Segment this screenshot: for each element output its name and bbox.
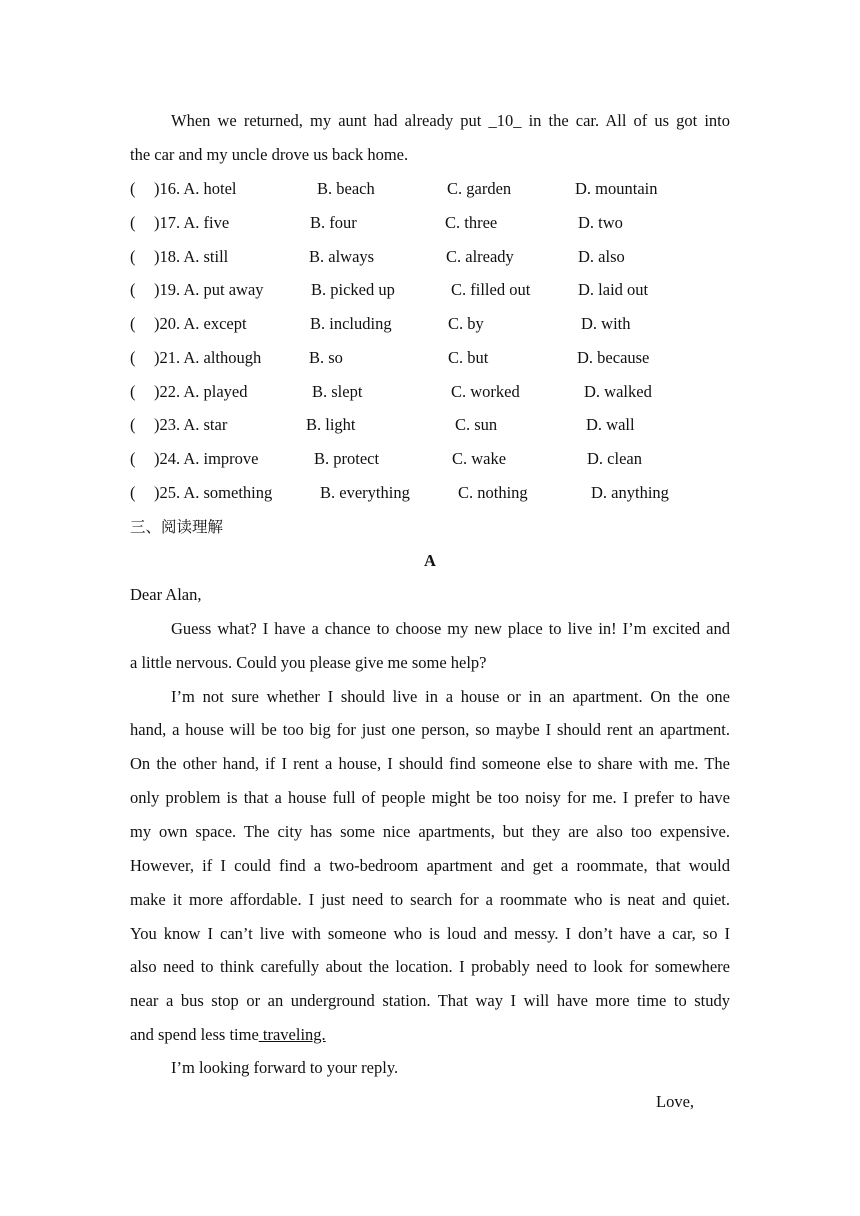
- option-d: D. anything: [591, 483, 669, 502]
- letter-text: [130, 1018, 730, 1052]
- option-b: B. beach: [317, 179, 375, 198]
- option-d: D. with: [581, 314, 631, 333]
- option-d: D. mountain: [575, 179, 658, 198]
- option-c: C. wake: [452, 449, 507, 468]
- question-row: [130, 408, 730, 442]
- option-b: B. so: [309, 348, 343, 367]
- question-row: [130, 476, 730, 510]
- letter-closing: Love,: [656, 1092, 695, 1111]
- option-b: B. picked up: [311, 280, 395, 299]
- option-c: C. garden: [447, 179, 512, 198]
- letter-text: only problem is that a house full of people might be too noisy for me. I prefer to have: [130, 788, 730, 807]
- option-d: D. also: [578, 247, 625, 266]
- option-a: )24. A. improve: [154, 449, 259, 468]
- letter-text-plain: and spend less time: [130, 1025, 259, 1044]
- answer-paren: (: [130, 247, 136, 266]
- option-a: )22. A. played: [154, 382, 248, 401]
- option-b: B. including: [310, 314, 392, 333]
- option-b: B. everything: [320, 483, 410, 502]
- option-d: D. because: [577, 348, 650, 367]
- answer-paren: (: [130, 415, 136, 434]
- answer-paren: (: [130, 348, 136, 367]
- letter-text: also need to think carefully about the location. I probably need to look for somewhere: [130, 957, 730, 976]
- letter-greeting: Dear Alan,: [130, 585, 202, 604]
- passage-text: the car and my uncle drove us back home.: [130, 145, 409, 164]
- question-row: [130, 273, 730, 307]
- option-d: D. laid out: [578, 280, 649, 299]
- option-b: B. always: [309, 247, 375, 266]
- letter-text: I’m looking forward to your reply.: [171, 1058, 399, 1077]
- question-row: [130, 341, 730, 375]
- option-d: D. two: [578, 213, 623, 232]
- answer-paren: (: [130, 280, 136, 299]
- letter-text: my own space. The city has some nice apartments, but they are also too expensive.: [130, 822, 730, 841]
- option-c: C. by: [448, 314, 484, 333]
- option-a: )19. A. put away: [154, 280, 264, 299]
- option-d: D. clean: [587, 449, 642, 468]
- answer-paren: (: [130, 314, 136, 333]
- option-b: B. slept: [312, 382, 363, 401]
- option-c: C. but: [448, 348, 489, 367]
- option-b: B. protect: [314, 449, 380, 468]
- option-a: )16. A. hotel: [154, 179, 237, 198]
- option-a: )18. A. still: [154, 247, 229, 266]
- letter-text: near a bus stop or an underground station. That way I will have more time to study: [130, 991, 730, 1010]
- question-row: [130, 172, 730, 206]
- question-row: [130, 240, 730, 274]
- option-d: D. walked: [584, 382, 652, 401]
- option-b: B. four: [310, 213, 357, 232]
- answer-paren: (: [130, 179, 136, 198]
- letter-text: However, if I could find a two-bedroom apartment and get a roommate, that would: [130, 856, 730, 875]
- underlined-word: traveling.: [258, 1025, 326, 1044]
- option-c: C. nothing: [458, 483, 528, 502]
- option-c: C. worked: [451, 382, 520, 401]
- letter-text: Guess what? I have a chance to choose my new place to live in! I’m excited and: [171, 619, 730, 638]
- passage-text: When we returned, my aunt had already put _10_ in the car. All of us got into: [171, 111, 730, 130]
- option-c: C. already: [446, 247, 514, 266]
- letter-text: a little nervous. Could you please give me some help?: [130, 653, 487, 672]
- option-c: C. sun: [455, 415, 498, 434]
- letter-text: On the other hand, if I rent a house, I should find someone else to share with me. The: [130, 754, 730, 773]
- passage-label: A: [424, 551, 436, 570]
- option-a: )21. A. although: [154, 348, 262, 367]
- option-a: )20. A. except: [154, 314, 247, 333]
- option-a: )25. A. something: [154, 483, 273, 502]
- answer-paren: (: [130, 449, 136, 468]
- question-row: [130, 206, 730, 240]
- letter-text: I’m not sure whether I should live in a house or in an apartment. On the one: [171, 687, 730, 706]
- letter-text: You know I can’t live with someone who is loud and messy. I don’t have a car, so I: [130, 924, 730, 943]
- section-heading: 三、阅读理解: [130, 518, 224, 536]
- option-a: )17. A. five: [154, 213, 230, 232]
- option-d: D. wall: [586, 415, 635, 434]
- answer-paren: (: [130, 213, 136, 232]
- option-c: C. three: [445, 213, 498, 232]
- option-a: )23. A. star: [154, 415, 228, 434]
- question-row: [130, 442, 730, 476]
- question-row: [130, 307, 730, 341]
- answer-paren: (: [130, 483, 136, 502]
- answer-paren: (: [130, 382, 136, 401]
- letter-text: make it more affordable. I just need to search for a roommate who is neat and quiet.: [130, 890, 730, 909]
- option-b: B. light: [306, 415, 356, 434]
- option-c: C. filled out: [451, 280, 531, 299]
- letter-text: hand, a house will be too big for just one person, so maybe I should rent an apartment.: [130, 720, 730, 739]
- question-row: [130, 375, 730, 409]
